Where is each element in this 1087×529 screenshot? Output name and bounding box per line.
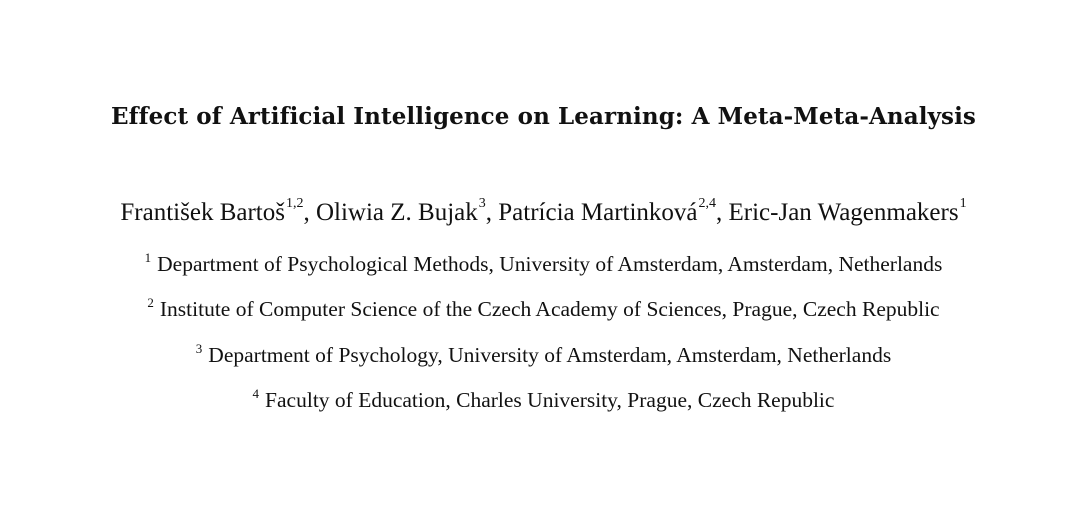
author-affiliation-marker: 3: [478, 196, 486, 211]
affiliation: [0, 388, 1087, 413]
author-name: Eric-Jan Wagenmakers: [728, 199, 959, 226]
author-separator: ,: [716, 199, 729, 226]
affiliation-number: 2: [147, 295, 154, 310]
affiliation-text: Faculty of Education, Charles University, Prague, Czech Republic: [265, 388, 835, 412]
affiliation: [0, 297, 1087, 322]
affiliation-text: Department of Psychological Methods, University of Amsterdam, Amsterdam, Netherlands: [157, 252, 943, 276]
paper-title: Effect of Artificial Intelligence on Learning: A Meta-Meta-Analysis: [111, 103, 976, 130]
affiliation-text: Institute of Computer Science of the Czech Academy of Sciences, Prague, Czech Republic: [159, 297, 940, 321]
author-name: Oliwia Z. Bujak: [315, 199, 478, 226]
author-affiliation-marker: 1: [959, 196, 967, 211]
affiliation: [0, 343, 1087, 368]
author: [728, 196, 967, 226]
affiliation-number: 4: [252, 386, 260, 401]
author-separator: ,: [485, 199, 499, 226]
author-name: Patrícia Martinková: [498, 199, 698, 226]
author: [315, 196, 486, 226]
affiliation-number: 1: [144, 250, 152, 265]
author-affiliation-marker: 2,4: [698, 196, 717, 211]
author: [498, 196, 717, 226]
author-separator: ,: [303, 199, 316, 226]
affiliation: [0, 252, 1087, 277]
affiliation-text: Department of Psychology, University of Amsterdam, Amsterdam, Netherlands: [208, 343, 892, 367]
author-list: [0, 196, 1087, 227]
affiliation-number: 3: [195, 341, 203, 356]
author-name: František Bartoš: [120, 199, 285, 226]
author-affiliation-marker: 1,2: [285, 196, 304, 211]
author: [120, 196, 304, 226]
